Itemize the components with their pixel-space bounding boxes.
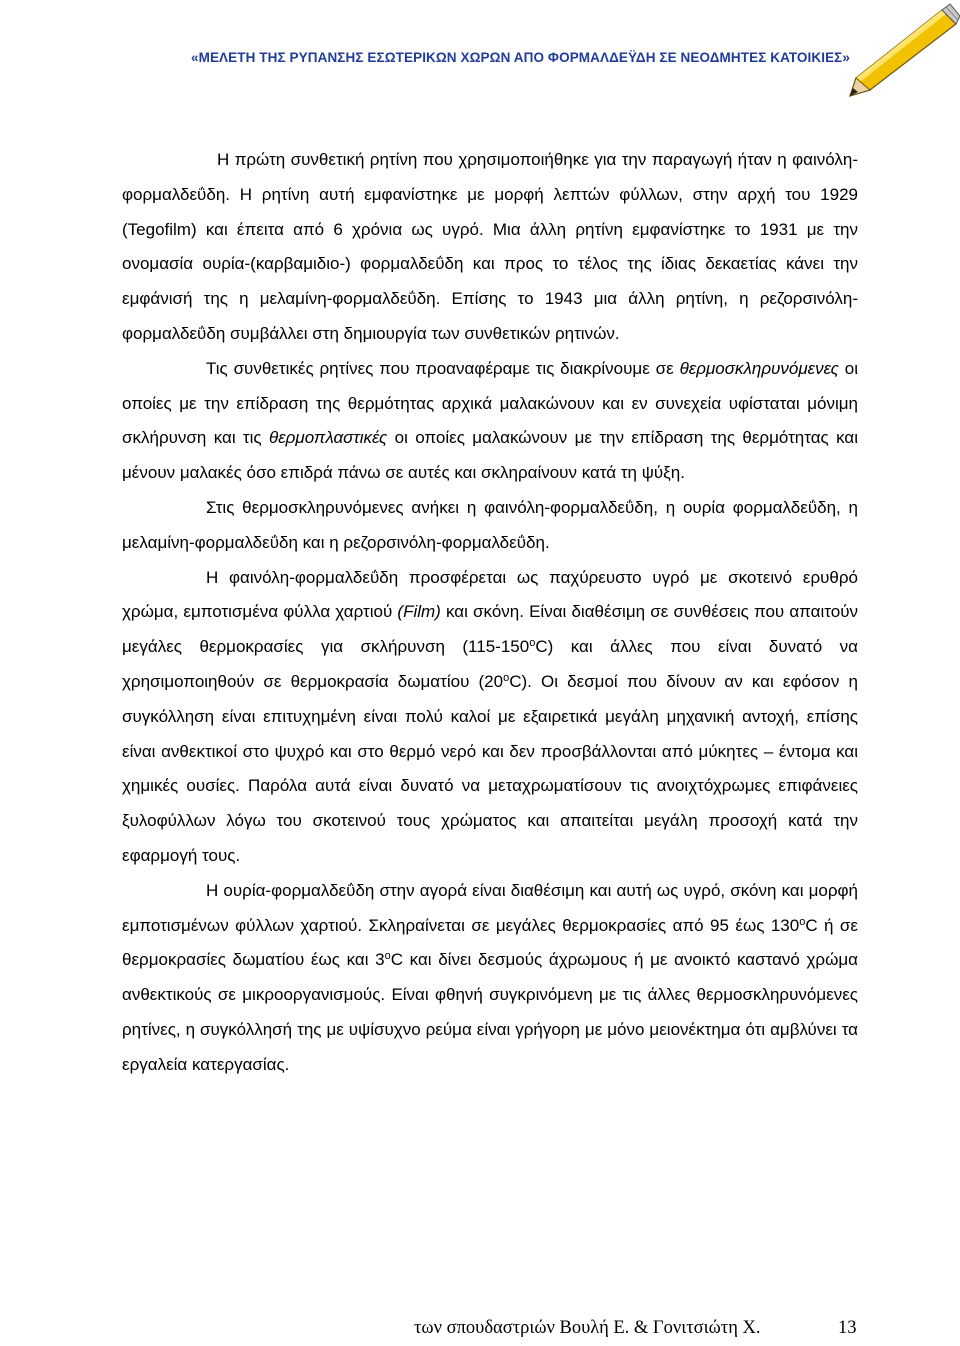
paragraph-text: Η ουρία-φορμαλδεΰδη στην αγορά είναι διαθέσιμη και αυτή ως υγρό, σκόνη και μορφή εμποτισμένων φύλλων χαρτιού. Σκληραίνεται σε μεγάλες θερμοκρασίες από 95 έως 130 — [122, 880, 858, 935]
page-number: 13 — [838, 1318, 857, 1338]
paragraph-text: Η πρώτη συνθετική ρητίνη που χρησιμοποιήθηκε για την παραγωγή ήταν η φαινόλη-φορμαλδεΰδη. Η ρητίνη αυτή εμφανίστηκε με μορφή λεπτών φύλλων, στην αρχή του 1929 (Tegofilm) και έπειτα από 6 χρόνια ως υγρό. Μια άλλη ρητίνη εμφανίστηκε το 1931 με την ονομασία ουρία-(καρβαμιδιο-) φορμαλδεΰδη και προς το τέλος της ίδιας δεκαετίας κάνει την εμφάνισή της η μελαμίνη-φορμαλδεΰδη. Επίσης το 1943 μια άλλη ρητίνη, η ρεζορσινόλη-φορμαλδεΰδη συμβάλλει στη δημιουργία των συνθετικών ρητινών. — [122, 150, 858, 343]
italic-term: θερμοπλαστικές — [268, 428, 388, 448]
document-body — [122, 143, 858, 1083]
paragraph-text: οι οποίες μαλακώνουν με την επίδραση της θερμότητας και μένουν μαλακές όσο επιδρά πάνω σε αυτές και σκληραίνουν κατά τη ψύξη. — [122, 428, 858, 483]
paragraph-text: Τις συνθετικές ρητίνες που προαναφέραμε τις διακρίνουμε σε — [206, 358, 680, 378]
paragraph-3 — [122, 491, 858, 561]
degree-superscript: ο — [384, 950, 391, 963]
paragraph-text: οι οποίες με την επίδραση της θερμότητας αρχικά μαλακώνουν και εν συνεχεία υφίσταται μόνιμη σκλήρυνση και τις — [122, 358, 858, 448]
paragraph-text: Η φαινόλη-φορμαλδεΰδη προσφέρεται ως παχύρευστο υγρό με σκοτεινό ερυθρό χρώμα, εμποτισμένα φύλλα χαρτιού — [122, 567, 858, 622]
paragraph-1 — [122, 143, 858, 352]
degree-superscript: ο — [799, 915, 806, 928]
pencil-icon — [842, 0, 960, 100]
paragraph-text: Στις θερμοσκληρυνόμενες ανήκει η φαινόλη-φορμαλδεΰδη, η ουρία φορμαλδεΰδη, η μελαμίνη-φορμαλδεΰδη και η ρεζορσινόλη-φορμαλδεΰδη. — [122, 497, 858, 552]
paragraph-text: C) και άλλες που είναι δυνατό να χρησιμοποιηθούν σε θερμοκρασία δωματίου (20 — [122, 637, 858, 691]
italic-term: θερμοσκληρυνόμενες — [679, 358, 839, 378]
degree-superscript: ο — [529, 637, 536, 650]
paragraph-4 — [122, 561, 858, 874]
paragraph-text: C ή σε θερμοκρασίες δωματίου έως και 3 — [122, 915, 859, 970]
paragraph-5 — [122, 874, 858, 1083]
footer-authors: των σπουδαστριών Βουλή Ε. & Γονιτσιώτη Χ. — [414, 1318, 761, 1338]
italic-term: (Film) — [397, 602, 441, 622]
document-header-title: «ΜΕΛΕΤΗ ΤΗΣ ΡΥΠΑΝΣΗΣ ΕΣΩΤΕΡΙΚΩΝ ΧΩΡΩΝ ΑΠΟ ΦΟΡΜΑΛΔΕΫΔΗ ΣΕ ΝΕΟΔΜΗΤΕΣ ΚΑΤΟΙΚΙΕΣ» — [190, 50, 850, 65]
paragraph-text: και σκόνη. Είναι διαθέσιμη σε συνθέσεις που απαιτούν μεγάλες θερμοκρασίες για σκλήρυνση (115-150 — [122, 602, 858, 657]
paragraph-text: C). Οι δεσμοί που δίνουν αν και εφόσον η συγκόλληση είναι επιτυχημένη είναι πολύ καλοί με εξαιρετικά μεγάλη μηχανική αντοχή, επίσης είναι ανθεκτικοί στο ψυχρό και στο θερμό νερό και δεν προσβάλλονται από μύκητες – έντομα και χημικές ουσίες. Παρόλα αυτά είναι δυνατό να μεταχρωματίσουν τις ανοιχτόχρωμες επιφάνειες ξυλοφύλλων λόγω του σκοτεινού τους χρώματος και απαιτείται μεγάλη προσοχή κατά την εφαρμογή τους. — [122, 671, 858, 865]
degree-superscript: ο — [503, 671, 510, 684]
paragraph-2 — [122, 352, 858, 491]
paragraph-text: C και δίνει δεσμούς άχρωμους ή με ανοικτό καστανό χρώμα ανθεκτικούς σε μικροοργανισμούς. Είναι φθηνή συγκρινόμενη με τις άλλες θερμοσκληρυνόμενες ρητίνες, η συγκόλλησή της με υψίσυχνο ρεύμα είναι γρήγορη με μόνο μειονέκτημα ότι αμβλύνει τα εργαλεία κατεργασίας. — [122, 950, 858, 1074]
